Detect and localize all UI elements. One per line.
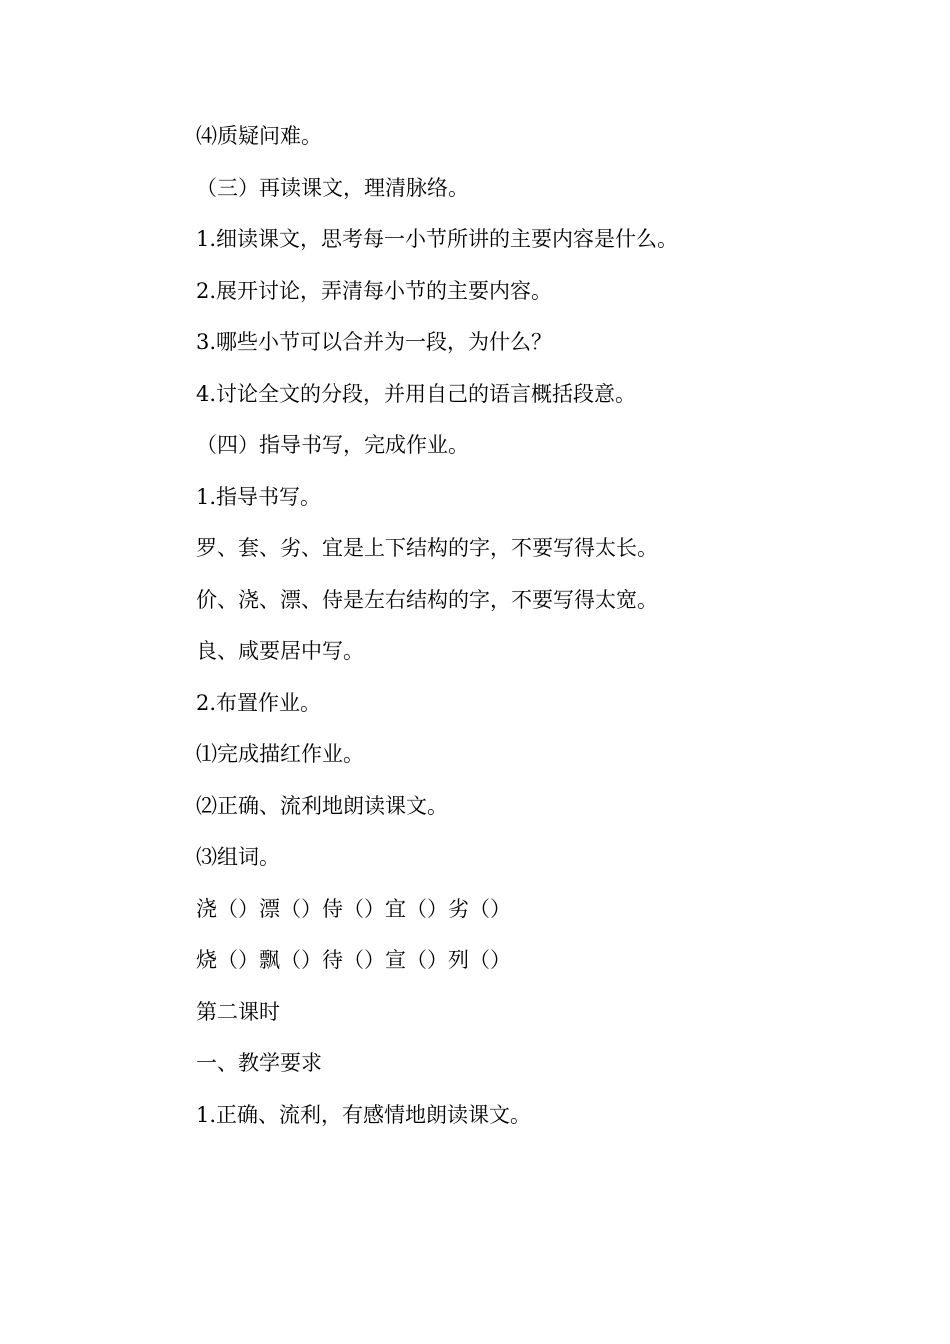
section-heading-3: （三）再读课文，理清脉络。 — [196, 175, 469, 200]
lesson-heading: 第二课时 — [196, 999, 280, 1024]
word-exercise-row-1: 浇（）漂（）侍（）宜（）劣（） — [196, 896, 511, 921]
homework-item-3: ⑶组词。 — [196, 845, 280, 869]
homework-item-1: ⑴完成描红作业。 — [196, 742, 364, 766]
word-exercise-row-2: 烧（）飘（）待（）宣（）列（） — [196, 948, 511, 972]
document-body — [196, 118, 816, 1148]
list-item-1: 1.细读课文，思考每一小节所讲的主要内容是什么。 — [196, 227, 679, 251]
step-item-4: ⑷质疑问难。 — [196, 124, 322, 148]
paragraph-left-right-structure: 价、浇、漂、侍是左右结构的字，不要写得太宽。 — [196, 587, 658, 612]
homework-item-2: ⑵正确、流利地朗读课文。 — [196, 793, 448, 818]
list-item-3: 3.哪些小节可以合并为一段，为什么？ — [196, 330, 553, 354]
list-item-4: 4.讨论全文的分段，并用自己的语言概括段意。 — [196, 381, 637, 406]
list-item-homework: 2.布置作业。 — [196, 690, 322, 715]
requirement-item-1: 1.正确、流利，有感情地朗读课文。 — [196, 1102, 532, 1127]
paragraph-center-writing: 良、咸要居中写。 — [196, 639, 364, 663]
teaching-requirements-heading: 一、教学要求 — [196, 1051, 322, 1075]
list-item-writing-guide: 1.指导书写。 — [196, 484, 322, 509]
list-item-2: 2.展开讨论，弄清每小节的主要内容。 — [196, 278, 553, 303]
paragraph-top-bottom-structure: 罗、套、劣、宜是上下结构的字，不要写得太长。 — [196, 536, 658, 560]
section-heading-4: （四）指导书写，完成作业。 — [196, 433, 469, 457]
